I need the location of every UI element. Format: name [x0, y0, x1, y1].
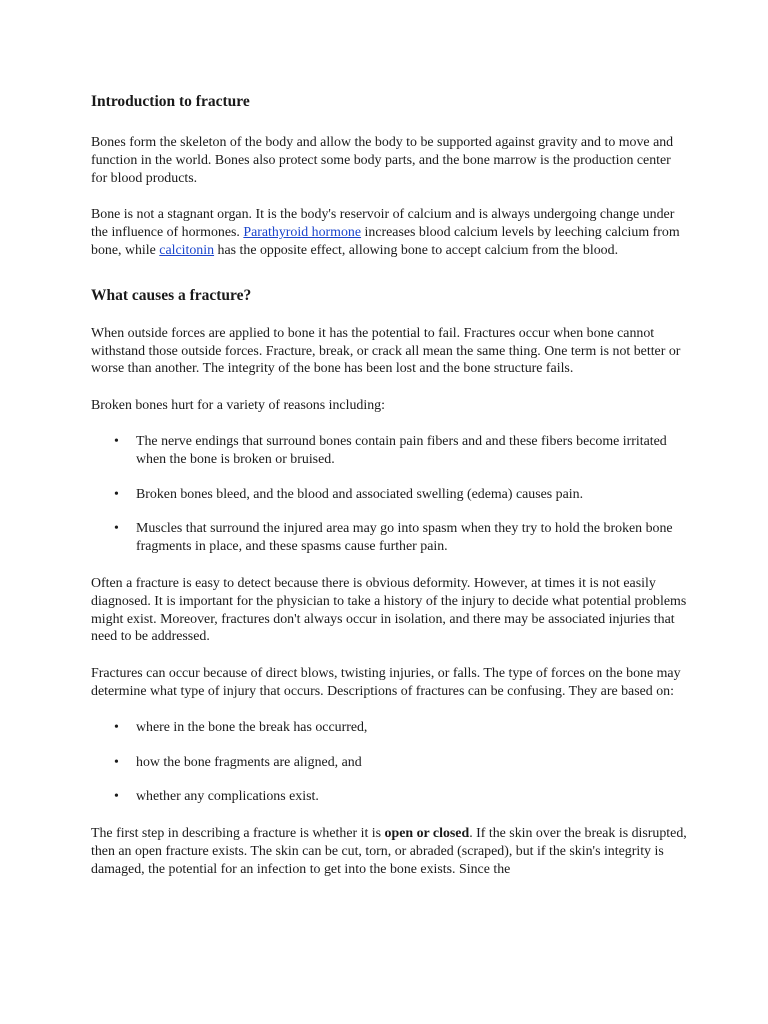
list-item-text: Broken bones bleed, and the blood and associated swelling (edema) causes pain.	[136, 486, 584, 502]
heading-introduction-to-fracture: Introduction to fracture	[91, 93, 250, 110]
bullet-icon: •	[114, 754, 119, 770]
paragraph-fracture-causes: Fractures can occur because of direct blows, twisting injuries, or falls. The type of forces on the bone may determine what type of injury that occurs. Descriptions of fractures can be confusing. They are based on:	[91, 666, 681, 699]
bullet-icon: •	[114, 789, 119, 805]
paragraph-text: has the opposite effect, allowing bone to accept calcium from the blood.	[214, 242, 619, 258]
list-item	[91, 433, 688, 469]
list-item-text: The nerve endings that surround bones contain pain fibers and and these fibers become irritated when the bone is broken or bruised.	[136, 433, 667, 467]
paragraph-text: The first step in describing a fracture is whether it is	[91, 826, 385, 842]
bullet-icon: •	[114, 521, 119, 537]
bullet-icon: •	[114, 719, 119, 735]
paragraph-easy-to-detect: Often a fracture is easy to detect because there is obvious deformity. However, at times it is not easily diagnosed. It is important for the physician to take a history of the injury to decide what potential problems might exist. Moreover, fractures don't always occur in isolation, and there may be associated injuries that need to be addressed.	[91, 575, 687, 645]
list-item	[91, 788, 688, 806]
bullet-icon: •	[114, 433, 119, 449]
list-item-text: whether any complications exist.	[136, 789, 319, 805]
list-item-text: where in the bone the break has occurred,	[136, 719, 368, 735]
heading-what-causes-a-fracture: What causes a fracture?	[91, 286, 252, 304]
paragraph-bones-skeleton: Bones form the skeleton of the body and allow the body to be supported against gravity and to move and function in the world. Bones also protect some body parts, and the bone marrow is the production center for blood products.	[91, 135, 674, 186]
pain-reasons-list	[91, 433, 688, 556]
calcitonin-link[interactable]: calcitonin	[159, 242, 215, 258]
paragraph-broken-bones-hurt: Broken bones hurt for a variety of reasons including:	[91, 398, 385, 414]
list-item-text: how the bone fragments are aligned, and	[136, 754, 362, 770]
open-or-closed-term: open or closed	[384, 826, 470, 842]
paragraph-text: Bone is not a stagnant organ. It is the body's reservoir of calcium and is always undergoing change under the influence of hormones.	[91, 207, 675, 241]
paragraph-text: increases blood calcium levels by leeching calcium from bone, while	[91, 225, 680, 258]
list-item	[91, 719, 688, 737]
paragraph-open-or-closed	[91, 825, 688, 878]
list-item	[91, 754, 688, 772]
paragraph-outside-forces: When outside forces are applied to bone it has the potential to fail. Fractures occur when bone cannot withstand those outside forces. Fracture, break, or crack all mean the same thing. One term is not better or worse than another. The integrity of the bone has been lost and the bone structure fails.	[91, 325, 681, 377]
parathyroid-hormone-link[interactable]: Parathyroid hormone	[243, 225, 362, 241]
list-item	[91, 520, 688, 556]
list-item-text: Muscles that surround the injured area may go into spasm when they try to hold the broken bone fragments in place, and these spasms cause further pain.	[136, 521, 673, 555]
bullet-icon: •	[114, 486, 119, 502]
fracture-description-list	[91, 719, 688, 806]
paragraph-bone-calcium	[91, 206, 688, 259]
list-item	[91, 486, 688, 504]
paragraph-text: . If the skin over the break is disrupted, then an open fracture exists. The skin can be cut, torn, or abraded (scraped), but if the skin's integrity is damaged, the potential for an infection to get into the bone exists. Since the	[91, 826, 687, 877]
